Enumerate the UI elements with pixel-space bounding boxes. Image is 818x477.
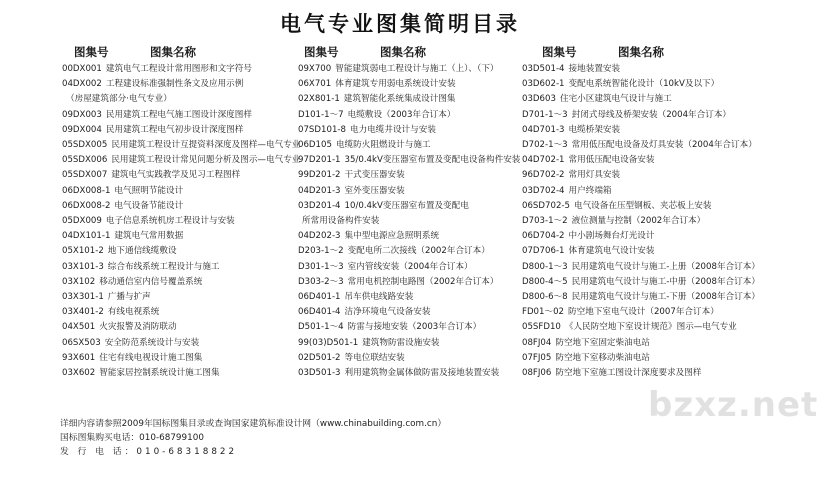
atlas-name: 利用建筑物金属体做防雷及接地装置安装 [344,368,500,379]
atlas-name: 防空地下室移动柴油电站 [555,352,650,363]
catalog-entry [298,275,530,290]
atlas-number: 03X102 [62,276,96,287]
catalog-entry [298,92,530,107]
catalog-entry [298,336,530,351]
atlas-number: 07FJ05 [522,352,552,363]
catalog-entry [522,108,790,123]
atlas-name: 建筑电气常用数据 [114,231,184,242]
catalog-entry [298,320,530,335]
atlas-name: 广播与扩声 [107,292,151,303]
atlas-number: 06SD702-5 [522,200,570,211]
catalog-entry [62,320,302,335]
catalog-entry [62,229,302,244]
atlas-name: 干式变压器安装 [344,170,405,181]
footer-purchase-phone: 国标图集购买电话：010-68799100 [60,433,204,443]
catalog-entry [522,77,790,92]
atlas-name: 民用建筑工程设计常见问题分析及图示—电气专业 [111,155,301,166]
atlas-number: 03D702-4 [522,185,565,196]
atlas-number: 99D201-2 [298,170,341,181]
atlas-number: 06D401-4 [298,307,341,318]
catalog-entry [62,62,302,77]
atlas-number: 05SDX006 [62,155,108,166]
atlas-name: 电子信息系统机房工程设计与安装 [105,216,235,227]
catalog-entry [62,168,302,183]
catalog-entry [298,244,530,259]
catalog-entry [62,77,302,92]
atlas-number: 05SFD10 [522,322,561,333]
footer-reference-note: 详细内容请参照2009年国标图集目录或查询国家建筑标准设计网（www.chinabuilding.com.cn） [60,419,447,429]
catalog-entry [522,336,790,351]
atlas-name: 综合布线系统工程设计与施工 [107,261,220,272]
catalog-entry [298,123,530,138]
atlas-number: 06DX008-2 [62,200,111,211]
atlas-number: FD01～02 [522,307,565,318]
atlas-number: 04X501 [62,322,96,333]
atlas-number: 09DX004 [62,124,102,135]
entry-list [522,62,790,381]
catalog-entry [522,320,790,335]
catalog-entry [62,92,302,107]
atlas-name: 民用建筑电气设计与施工-中册（2008年合订本） [571,276,760,287]
atlas-name: 电气设备在压型钢板、夹芯板上安装 [573,200,712,211]
atlas-number: D800-1～3 [522,261,568,272]
atlas-name: 封闭式母线及桥架安装（2004年合订本） [571,109,732,120]
catalog-entry [62,214,302,229]
atlas-name: 吊车供电线路安装 [344,292,414,303]
atlas-number: 06SX503 [62,337,101,348]
catalog-entry [522,229,790,244]
atlas-name: 火灾报警及消防联动 [99,322,177,333]
atlas-number: 03D602-1 [522,79,565,90]
atlas-name: 常用低压配电设备及灯具安装（2004年合订本） [571,140,757,151]
atlas-name: 常用电机控制电路图（2002年合订本） [347,276,499,287]
catalog-entry [62,351,302,366]
atlas-name: 10/0.4kV变压器室布置及变配电 [344,200,469,211]
atlas-number: 03X101-3 [62,261,104,272]
atlas-number: 08FJ06 [522,368,552,379]
catalog-column-3 [522,44,790,381]
atlas-number: 03D603 [522,94,556,105]
entry-list [298,62,530,381]
atlas-number: D701-1～3 [522,109,568,120]
catalog-entry [62,153,302,168]
header-atlas-number: 图集号 [542,45,577,59]
atlas-name: 住宅有线电视设计施工图集 [99,352,203,363]
catalog-entry [522,351,790,366]
atlas-number: 04D701-3 [522,124,565,135]
atlas-name: 洁净环境电气设备安装 [344,307,431,318]
column-header [522,44,790,62]
atlas-number: 03D501-4 [522,64,565,74]
atlas-number: 06D401-1 [298,292,341,303]
atlas-name: 集中型电源应急照明系统 [344,231,440,242]
atlas-number: 96D702-2 [522,170,565,181]
atlas-name: 民用建筑工程设计互提资料深度及图样—电气专业 [111,140,301,151]
atlas-name: 用户终端箱 [568,185,612,196]
catalog-column-2 [298,44,530,381]
catalog-entry [62,260,302,275]
column-header [298,44,530,62]
atlas-name: 室内管线安装（2004年合订本） [347,261,473,272]
atlas-number: 05DX009 [62,216,102,227]
header-atlas-name: 图集名称 [618,45,664,59]
catalog-entry [62,305,302,320]
atlas-name: 电气照明节能设计 [114,185,184,196]
atlas-number: 97D201-1 [298,155,341,166]
catalog-entry [522,199,790,214]
catalog-entry [522,62,790,77]
atlas-number: 93X601 [62,352,96,363]
atlas-name: 室外变压器安装 [344,185,405,196]
atlas-name: 民用建筑工程电气初步设计深度图样 [105,124,244,135]
catalog-entry [62,244,302,259]
catalog-entry [298,168,530,183]
catalog-entry [298,62,530,77]
watermark-text: bzxz.net [648,385,818,425]
atlas-number: 04DX101-1 [62,231,111,242]
atlas-number: 08FJ04 [522,337,552,348]
atlas-number: 06X701 [298,79,332,90]
atlas-name: 35/0.4kV变压器室布置及变配电设备构件安装 [344,155,521,166]
atlas-name: 液位测量与控制（2002年合订本） [571,216,706,227]
atlas-name: 电缆防火阻燃设计与施工 [335,140,431,151]
catalog-entry [62,336,302,351]
atlas-name: 《人民防空地下室设计规范》图示—电气专业 [564,322,737,333]
atlas-number: D702-1～3 [522,140,568,151]
atlas-name: 建筑智能化系统集成设计图集 [343,94,456,105]
catalog-entry [298,229,530,244]
entry-list [62,62,302,381]
footer-distribution-phone: 发 行 电 话：010-68318822 [60,447,238,457]
atlas-name: 智能家居控制系统设计施工图集 [99,368,220,379]
atlas-name: 中小剧场舞台灯光设计 [568,231,655,242]
atlas-number: D303-2～3 [298,276,344,287]
atlas-number: 05SDX007 [62,170,108,181]
atlas-name: 地下通信线缆敷设 [107,246,177,257]
header-atlas-name: 图集名称 [150,45,196,59]
atlas-number: 05SDX005 [62,140,108,151]
catalog-entry [522,123,790,138]
catalog-entry [298,77,530,92]
catalog-entry [62,199,302,214]
atlas-number: 07D706-1 [522,246,565,257]
atlas-number: 03X301-1 [62,292,104,303]
atlas-number: D501-1～4 [298,322,344,333]
atlas-name: 民用建筑工程电气施工图设计深度图样 [105,109,252,120]
page-title: 电气专业图集简明目录 [280,12,520,36]
catalog-entry [62,275,302,290]
atlas-name: 变配电所二次接线（2002年合订本） [347,246,490,257]
atlas-name: 常用灯具安装 [568,170,621,181]
atlas-name: 电力电缆井设计与安装 [349,124,436,135]
header-atlas-number: 图集号 [74,45,109,59]
atlas-name: 民用建筑电气设计与施工-上册（2008年合订本） [571,261,760,272]
atlas-name: 常用低压配电设备安装 [568,155,655,166]
atlas-name: 电缆桥架安装 [568,124,621,135]
atlas-name: 工程建设标准强制性条文及应用示例 [105,79,244,90]
atlas-number: 06DX008-1 [62,185,111,196]
atlas-name: 电气设备节能设计 [114,200,184,211]
catalog-entry [522,275,790,290]
header-atlas-name: 图集名称 [380,45,426,59]
atlas-number: D203-1～2 [298,246,344,257]
catalog-entry [62,123,302,138]
atlas-number: 04D201-3 [298,185,341,196]
footer-info [60,417,446,459]
column-header [62,44,302,62]
atlas-name: 建筑物防雷设施安装 [362,337,440,348]
atlas-name: 住宅小区建筑电气设计与施工 [559,94,672,105]
catalog-entry [522,184,790,199]
atlas-number: D301-1～3 [298,261,344,272]
atlas-name: 等电位联结安装 [344,352,405,363]
atlas-number: 09X700 [298,64,332,74]
atlas-number: 04D702-1 [522,155,565,166]
catalog-entry [522,168,790,183]
atlas-name: 体育建筑专用弱电系统设计安装 [335,79,456,90]
atlas-name: 电缆敷设（2003年合订本） [347,109,456,120]
catalog-entry [62,290,302,305]
atlas-name: （房屋建筑部分·电气专业） [66,94,172,105]
catalog-entry [298,366,530,381]
catalog-entry [522,260,790,275]
atlas-number: D101-1～7 [298,109,344,120]
catalog-entry [62,366,302,381]
catalog-entry [298,290,530,305]
atlas-name: 防空地下室电气设计（2007年合订本） [568,307,719,318]
atlas-name: 有线电视系统 [107,307,160,318]
catalog-entry [298,199,530,214]
catalog-entry [62,184,302,199]
atlas-name: 体育建筑电气设计安装 [568,246,655,257]
catalog-entry [298,184,530,199]
atlas-name: 防雷与接地安装（2003年合订本） [347,322,482,333]
atlas-number: 00DX001 [62,64,102,74]
atlas-name: 智能建筑弱电工程设计与施工（上）、（下） [335,64,499,74]
atlas-name: 防空地下室施工图设计深度要求及图样 [555,368,702,379]
catalog-entry [522,138,790,153]
atlas-number: 99(03)D501-1 [298,337,359,348]
atlas-number: D703-1～2 [522,216,568,227]
atlas-number: 03D501-3 [298,368,341,379]
atlas-number: 02D501-2 [298,352,341,363]
catalog-entry [522,305,790,320]
catalog-entry [522,92,790,107]
catalog-entry [62,138,302,153]
atlas-number: 03D201-4 [298,200,341,211]
catalog-entry [298,260,530,275]
catalog-entry [298,138,530,153]
atlas-number: 03X401-2 [62,307,104,318]
catalog-column-1 [62,44,302,381]
atlas-name: 建筑电气工程设计常用图形和文字符号 [105,64,252,74]
atlas-name: 民用建筑电气设计与施工-下册（2008年合订本） [571,292,760,303]
catalog-entry [522,290,790,305]
atlas-number: 02X801-1 [298,94,340,105]
atlas-number: 07SD101-8 [298,124,346,135]
catalog-entry [298,351,530,366]
atlas-number: 09DX003 [62,109,102,120]
header-atlas-number: 图集号 [304,45,339,59]
catalog-entry [522,244,790,259]
atlas-name: 所常用设备构件安装 [302,216,380,227]
atlas-name: 移动通信室内信号覆盖系统 [99,276,203,287]
catalog-entry [522,153,790,168]
atlas-number: 06D105 [298,140,332,151]
atlas-name: 接地装置安装 [568,64,621,74]
atlas-name: 安全防范系统设计与安装 [104,337,200,348]
atlas-number: 04D202-3 [298,231,341,242]
catalog-entry [62,108,302,123]
atlas-number: 03X602 [62,368,96,379]
catalog-entry [522,214,790,229]
atlas-number: 04DX002 [62,79,102,90]
atlas-name: 变配电系统智能化设计（10kV及以下） [568,79,720,90]
catalog-entry [298,153,530,168]
atlas-number: D800-4～5 [522,276,568,287]
atlas-name: 防空地下室固定柴油电站 [555,337,650,348]
atlas-number: 05X101-2 [62,246,104,257]
catalog-entry [298,214,530,229]
atlas-name: 建筑电气实践教学及见习工程图样 [111,170,241,181]
catalog-entry [522,366,790,381]
catalog-entry [298,108,530,123]
catalog-entry [298,305,530,320]
atlas-number: 06D704-2 [522,231,565,242]
atlas-number: D800-6～8 [522,292,568,303]
